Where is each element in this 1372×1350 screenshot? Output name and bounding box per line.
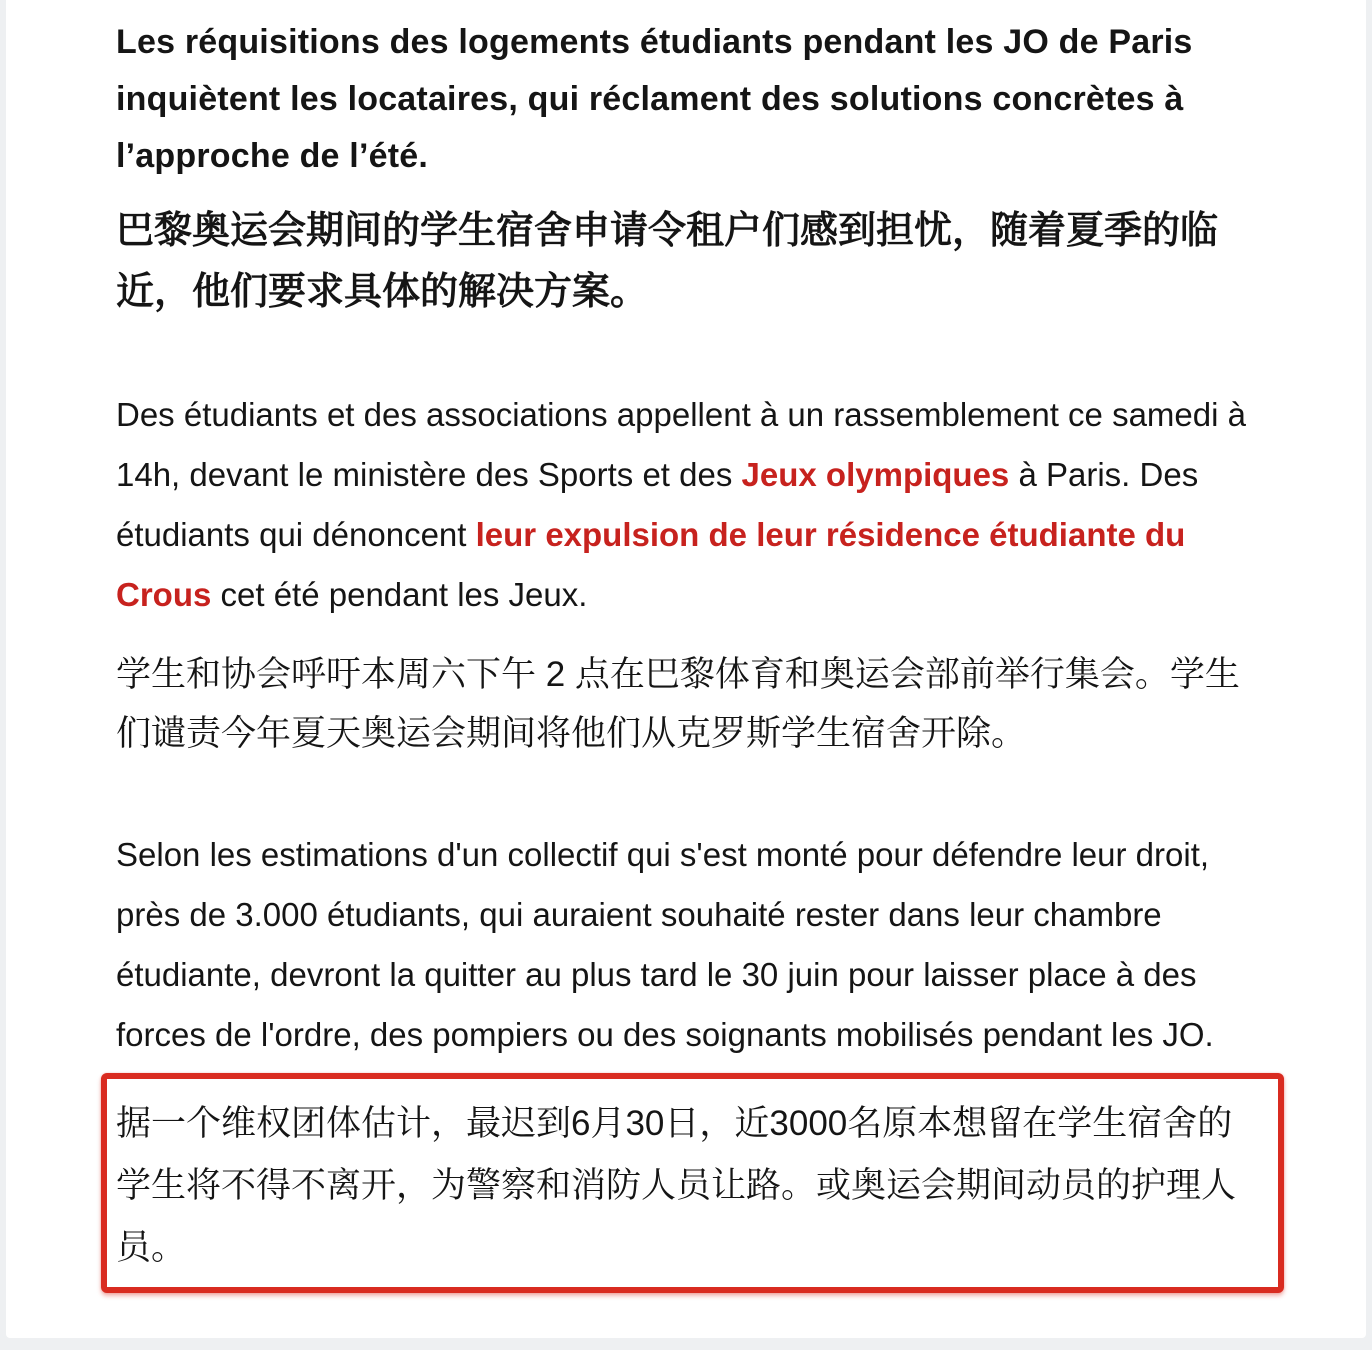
headline-french: Les réquisitions des logements étudiants pendant les JO de Paris inquiètent les locataires, qui réclament des solutions concrètes à l’approche de l’été. bbox=[116, 23, 1193, 175]
article-sheet bbox=[6, 0, 1366, 1338]
article-content bbox=[6, 0, 1366, 1293]
paragraph-french-2: Selon les estimations d'un collectif qui s'est monté pour défendre leur droit, près de 3.000 étudiants, qui auraient souhaité rester dans leur chambre étudiante, devront la quitter au plus tard le 30 juin pour laisser place à des forces de l'ordre, des pompiers ou des soignants mobilisés pendant les JO. bbox=[116, 836, 1214, 1053]
text-run: Des étudiants et des associations appellent à un rassemblement ce samedi à 14h, devant le ministère des Sports et des bbox=[116, 396, 1246, 493]
highlighted-phrase: Jeux olympiques bbox=[741, 456, 1010, 493]
paragraph-chinese-translation-2: 据一个维权团体估计，最迟到6月30日，近3000名原本想留在学生宿舍的学生将不得不离开，为警察和消防人员让路。或奥运会期间动员的护理人员。 bbox=[116, 1104, 1237, 1267]
highlighted-phrase: leur expulsion de leur résidence étudiante du Crous bbox=[116, 516, 1186, 613]
paragraph-french-1 bbox=[116, 385, 1254, 625]
text-run: cet été pendant les Jeux. bbox=[211, 576, 588, 613]
text-run: à Paris. Des étudiants qui dénoncent bbox=[116, 456, 1199, 553]
paragraph-chinese-translation-1: 学生和协会呼吁本周六下午 2 点在巴黎体育和奥运会部前举行集会。学生们谴责今年夏天奥运会期间将他们从克罗斯学生宿舍开除。 bbox=[116, 655, 1240, 753]
headline-chinese-translation: 巴黎奥运会期间的学生宿舍申请令租户们感到担忧，随着夏季的临近，他们要求具体的解决方案。 bbox=[116, 210, 1219, 313]
red-highlight-box bbox=[101, 1073, 1284, 1293]
